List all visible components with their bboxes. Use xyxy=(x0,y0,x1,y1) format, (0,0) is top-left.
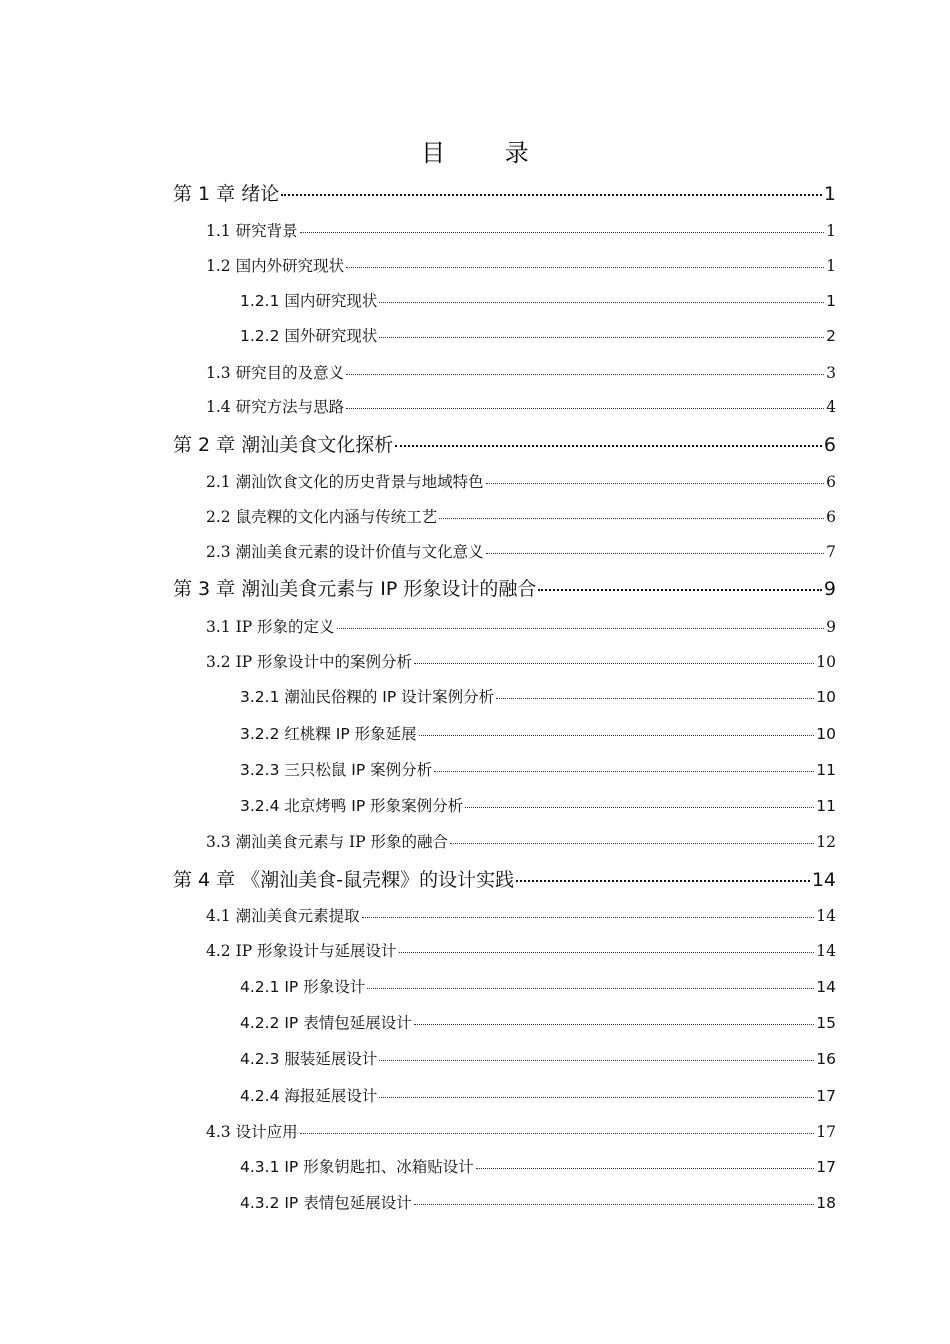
dot-leader xyxy=(439,504,824,519)
toc-entry-label: 3.2.3 三只松鼠 IP 案例分析 xyxy=(240,761,433,779)
toc-entry-1-3[interactable] xyxy=(206,360,836,386)
toc-entry-label: 2.2 鼠壳粿的文化内涵与传统工艺 xyxy=(206,508,438,526)
toc-entry-page: 16 xyxy=(816,1050,836,1068)
toc-entry-4-2-3[interactable] xyxy=(240,1046,836,1072)
dot-leader xyxy=(300,1119,815,1134)
toc-entry-4-3[interactable] xyxy=(206,1119,836,1145)
toc-entry-page: 10 xyxy=(816,725,836,743)
toc-entry-3-2-4[interactable] xyxy=(240,793,836,819)
toc-entry-label: 3.2.4 北京烤鸭 IP 形象案例分析 xyxy=(240,797,464,815)
toc-entry-page: 10 xyxy=(816,653,836,671)
toc-entry-4-2[interactable] xyxy=(206,938,836,964)
toc-entry-page: 17 xyxy=(816,1123,836,1141)
toc-entry-2-3[interactable] xyxy=(206,539,836,565)
toc-entry-label: 3.2.1 潮汕民俗粿的 IP 设计案例分析 xyxy=(240,688,495,706)
dot-leader xyxy=(419,721,815,736)
toc-entry-page: 14 xyxy=(811,869,836,891)
toc-entry-label: 4.2.3 服装延展设计 xyxy=(240,1050,378,1068)
toc-entry-label: 第 4 章 《潮汕美食-鼠壳粿》的设计实践 xyxy=(173,869,515,891)
dot-leader xyxy=(346,394,824,409)
toc-entry-page: 1 xyxy=(826,257,836,275)
toc-entry-label: 1.2 国内外研究现状 xyxy=(206,257,345,275)
toc-entry-page: 14 xyxy=(816,942,836,960)
toc-entry-4-3-2[interactable] xyxy=(240,1190,836,1216)
dot-leader xyxy=(516,866,810,882)
toc-entry-3-2-2[interactable] xyxy=(240,721,836,747)
toc-entry-label: 3.1 IP 形象的定义 xyxy=(206,618,335,636)
toc-entry-label: 1.2.2 国外研究现状 xyxy=(240,327,378,345)
toc-entry-1-2-1[interactable] xyxy=(240,288,836,314)
toc-entry-page: 18 xyxy=(816,1194,836,1212)
toc-entry-3-1[interactable] xyxy=(206,614,836,640)
dot-leader xyxy=(379,288,824,303)
dot-leader xyxy=(337,614,825,629)
toc-entry-page: 6 xyxy=(826,508,836,526)
toc-entry-label: 3.2.2 红桃粿 IP 形象延展 xyxy=(240,725,417,743)
toc-entry-label: 4.2 IP 形象设计与延展设计 xyxy=(206,942,397,960)
toc-entry-label: 1.1 研究背景 xyxy=(206,222,298,240)
toc-entry-page: 6 xyxy=(826,473,836,491)
toc-entry-label: 3.2 IP 形象设计中的案例分析 xyxy=(206,653,413,671)
dot-leader xyxy=(465,793,814,808)
toc-entry-label: 4.1 潮汕美食元素提取 xyxy=(206,907,360,925)
dot-leader xyxy=(450,829,814,844)
dot-leader xyxy=(367,974,814,989)
toc-entry-label: 3.3 潮汕美食元素与 IP 形象的融合 xyxy=(206,833,448,851)
toc-entry-label: 1.4 研究方法与思路 xyxy=(206,398,345,416)
toc-entry-page: 1 xyxy=(826,222,836,240)
dot-leader xyxy=(486,469,825,484)
dot-leader xyxy=(414,649,814,664)
toc-entry-page: 7 xyxy=(826,543,836,561)
toc-entry-4-3-1[interactable] xyxy=(240,1154,836,1180)
toc-entry-label: 2.1 潮汕饮食文化的历史背景与地域特色 xyxy=(206,473,484,491)
toc-entry-page: 14 xyxy=(816,978,836,996)
toc-entry-3-2-3[interactable] xyxy=(240,757,836,783)
toc-entry-page: 1 xyxy=(823,183,836,205)
toc-entry-label: 4.3 设计应用 xyxy=(206,1123,298,1141)
toc-title: 目 录 xyxy=(421,139,555,167)
dot-leader xyxy=(362,903,815,918)
toc-entry-chapter-1[interactable] xyxy=(173,181,836,207)
toc-entry-label: 2.3 潮汕美食元素的设计价值与文化意义 xyxy=(206,543,484,561)
toc-entry-label: 4.3.2 IP 表情包延展设计 xyxy=(240,1194,412,1212)
toc-entry-page: 15 xyxy=(816,1014,836,1032)
toc-entry-page: 4 xyxy=(826,398,836,416)
toc-entry-page: 14 xyxy=(816,907,836,925)
toc-entry-4-2-4[interactable] xyxy=(240,1083,836,1109)
toc-entry-page: 1 xyxy=(826,292,836,310)
dot-leader xyxy=(538,575,822,591)
dot-leader xyxy=(346,360,824,375)
dot-leader xyxy=(346,253,824,268)
dot-leader xyxy=(496,684,814,699)
toc-entry-label: 4.2.1 IP 形象设计 xyxy=(240,978,366,996)
dot-leader xyxy=(281,180,822,196)
toc-entry-label: 第 3 章 潮汕美食元素与 IP 形象设计的融合 xyxy=(173,578,537,600)
toc-entry-page: 2 xyxy=(826,327,836,345)
toc-entry-2-2[interactable] xyxy=(206,504,836,530)
toc-entry-page: 17 xyxy=(816,1158,836,1176)
toc-entry-label: 4.2.2 IP 表情包延展设计 xyxy=(240,1014,412,1032)
dot-leader xyxy=(486,539,825,554)
dot-leader xyxy=(395,431,822,447)
toc-entry-page: 9 xyxy=(823,578,836,600)
toc-entry-label: 第 2 章 潮汕美食文化探析 xyxy=(173,434,394,456)
toc-entry-4-2-1[interactable] xyxy=(240,974,836,1000)
toc-entry-chapter-2[interactable] xyxy=(173,432,836,458)
dot-leader xyxy=(379,323,824,338)
toc-entry-1-4[interactable] xyxy=(206,394,836,420)
dot-leader xyxy=(476,1154,815,1169)
toc-entry-2-1[interactable] xyxy=(206,469,836,495)
toc-entry-1-2-2[interactable] xyxy=(240,323,836,349)
toc-entry-3-2[interactable] xyxy=(206,649,836,675)
toc-entry-label: 第 1 章 绪论 xyxy=(173,183,280,205)
toc-entry-4-2-2[interactable] xyxy=(240,1010,836,1036)
toc-entry-page: 17 xyxy=(816,1087,836,1105)
toc-entry-page: 12 xyxy=(816,833,836,851)
dot-leader xyxy=(434,757,814,772)
toc-entry-3-3[interactable] xyxy=(206,829,836,855)
toc-entry-chapter-3[interactable] xyxy=(173,576,836,602)
dot-leader xyxy=(414,1190,815,1205)
toc-entry-page: 6 xyxy=(823,434,836,456)
toc-entry-label: 1.2.1 国内研究现状 xyxy=(240,292,378,310)
dot-leader xyxy=(379,1083,814,1098)
toc-entry-1-1[interactable] xyxy=(206,218,836,244)
dot-leader xyxy=(399,938,815,953)
toc-entry-page: 3 xyxy=(826,364,836,382)
toc-entry-label: 4.3.1 IP 形象钥匙扣、冰箱贴设计 xyxy=(240,1158,474,1176)
toc-entry-4-1[interactable] xyxy=(206,903,836,929)
toc-entry-page: 9 xyxy=(826,618,836,636)
toc-entry-chapter-4[interactable] xyxy=(173,867,836,893)
dot-leader xyxy=(300,218,825,233)
toc-entry-1-2[interactable] xyxy=(206,253,836,279)
toc-entry-3-2-1[interactable] xyxy=(240,684,836,710)
dot-leader xyxy=(414,1010,815,1025)
toc-entry-page: 10 xyxy=(816,688,836,706)
dot-leader xyxy=(379,1046,814,1061)
toc-entry-page: 11 xyxy=(816,797,836,815)
toc-entry-label: 1.3 研究目的及意义 xyxy=(206,364,345,382)
toc-entry-page: 11 xyxy=(816,761,836,779)
toc-entry-label: 4.2.4 海报延展设计 xyxy=(240,1087,378,1105)
